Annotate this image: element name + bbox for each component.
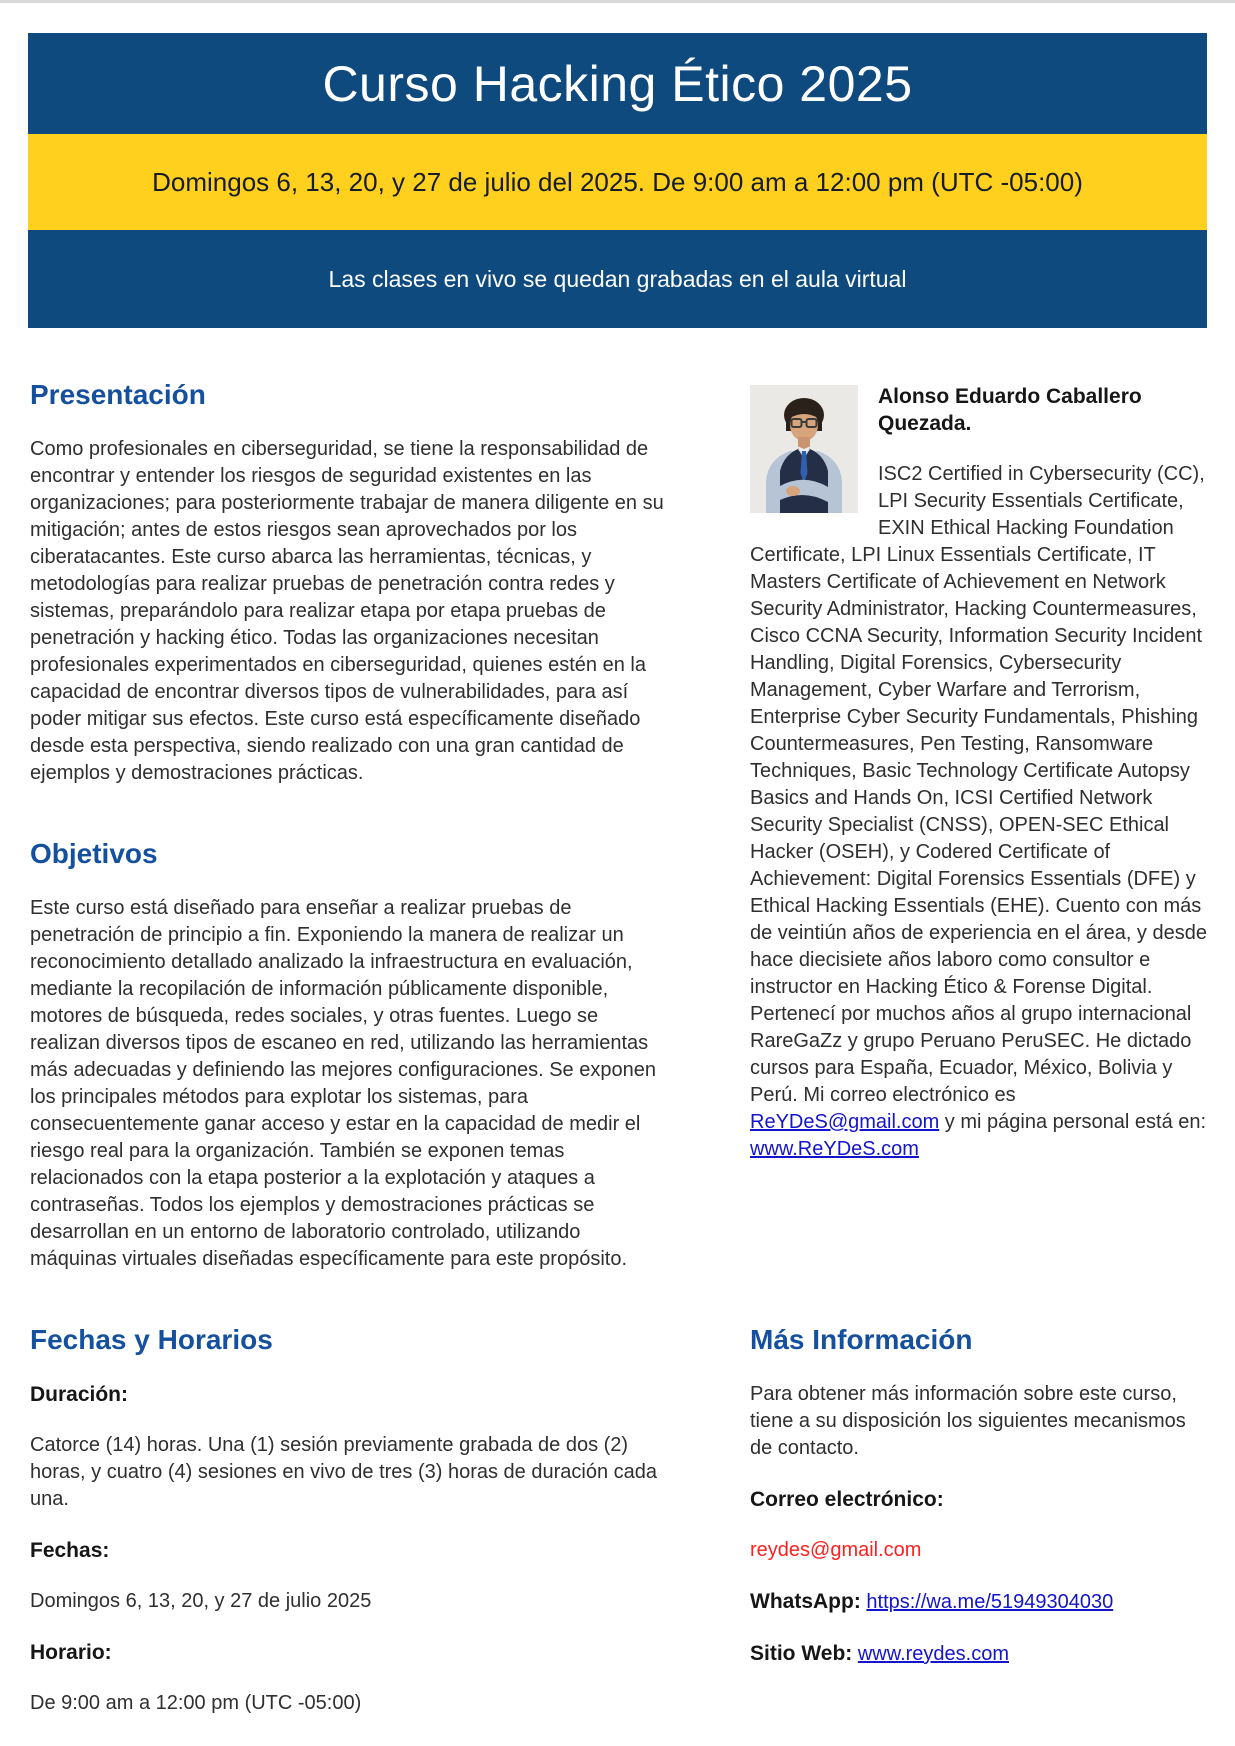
section-schedule [30, 1273, 670, 1717]
email-value: reydes@gmail.com [750, 1539, 922, 1561]
email-label: Correo electrónico: [750, 1488, 944, 1511]
dates-text: Domingos 6, 13, 20, y 27 de julio 2025 [30, 1590, 372, 1612]
presentation-heading: Presentación [30, 379, 206, 410]
more-info-heading: Más Información [750, 1324, 973, 1355]
instructor-bio [750, 461, 1208, 1163]
section-presentation [30, 328, 670, 1273]
objectives-heading: Objetivos [30, 838, 158, 869]
whatsapp-line [750, 1588, 1208, 1616]
title-banner [28, 33, 1207, 134]
bio-text-2: y mi página personal está en: [939, 1111, 1207, 1133]
schedule-banner [28, 134, 1207, 230]
whatsapp-link[interactable]: https://wa.me/51949304030 [866, 1591, 1114, 1613]
bio-website-link[interactable]: www.ReYDeS.com [750, 1138, 919, 1160]
website-label: Sitio Web: [750, 1642, 853, 1665]
recording-banner-text: Las clases en vivo se quedan grabadas en el aula virtual [328, 265, 907, 292]
section-more-info [750, 1273, 1208, 1717]
duration-label: Duración: [30, 1383, 129, 1406]
presentation-paragraph: Como profesionales en ciberseguridad, se tiene la responsabilidad de encontrar y entender los riesgos de seguridad existentes en las organizaciones; para posteriormente trabajar de manera diligente en su mitigación; antes de estos riesgos sean aprovechados por los ciberatacantes. Este curso abarca las herramientas, técnicas, y metodologías para realizar pruebas de penetración contra redes y sistemas, preparándolo para realizar etapa por etapa pruebas de penetración y hacking ético. Todas las organizaciones necesitan profesionales experimentados en ciberseguridad, quienes estén en la capacidad de encontrar diversos tipos de vulnerabilidades, para así poder mitigar sus efectos. Este curso está específicamente diseñado desde esta perspectiva, siendo realizado con una gran cantidad de ejemplos y demostraciones prácticas. [30, 438, 664, 784]
content-grid [28, 328, 1207, 1717]
recording-banner [28, 230, 1207, 328]
dates-label: Fechas: [30, 1539, 110, 1562]
instructor-name: Alonso Eduardo Caballero Quezada. [878, 385, 1142, 435]
schedule-heading: Fechas y Horarios [30, 1324, 273, 1355]
objectives-paragraph: Este curso está diseñado para enseñar a realizar pruebas de penetración de principio a fin. Exponiendo la manera de realizar un reconocimiento detallado analizado la infraestructura en evaluación, mediante la recopilación de información públicamente disponible, motores de búsqueda, redes sociales, y otras fuentes. Luego se realizan diversos tipos de escaneo en red, utilizando las herramientas más adecuadas y definiendo las mejores configuraciones. Se exponen los principales métodos para explotar los sistemas, para consecuentemente ganar acceso y estar en la capacidad de medir el riesgo real para la organización. También se exponen temas relacionados con la etapa posterior a la explotación y ataques a contraseñas. Todos los ejemplos y demostraciones prácticas se desarrollan en un entorno de laboratorio controlado, utilizando máquinas virtuales diseñadas específicamente para este propósito. [30, 897, 656, 1270]
duration-text: Catorce (14) horas. Una (1) sesión previamente grabada de dos (2) horas, y cuatro (4) sesiones en vivo de tres (3) horas de duración cada una. [30, 1434, 657, 1510]
website-link[interactable]: www.reydes.com [857, 1643, 1009, 1665]
instructor-photo [750, 385, 858, 513]
whatsapp-label: WhatsApp: [750, 1590, 861, 1613]
section-instructor [750, 383, 1208, 1273]
bio-email-link[interactable]: ReYDeS@gmail.com [750, 1111, 940, 1133]
schedule-banner-text: Domingos 6, 13, 20, y 27 de julio del 2025. De 9:00 am a 12:00 pm (UTC -05:00) [152, 166, 1083, 197]
page-title: Curso Hacking Ético 2025 [322, 55, 913, 112]
more-info-intro: Para obtener más información sobre este curso, tiene a su disposición los siguientes mecanismos de contacto. [750, 1383, 1186, 1459]
flyer-page [0, 3, 1235, 1717]
time-label: Horario: [30, 1641, 112, 1664]
website-line [750, 1640, 1208, 1668]
time-text: De 9:00 am a 12:00 pm (UTC -05:00) [30, 1692, 362, 1714]
bio-text-1: ISC2 Certified in Cybersecurity (CC), LPI Security Essentials Certificate, EXIN Ethical Hacking Foundation Certificate, LPI Linux Essentials Certificate, IT Masters Certificate of Achievement en Network Security Administrator, Hacking Countermeasures, Cisco CCNA Security, Information Security Incident Handling, Digital Forensics, Cybersecurity Management, Cyber Warfare and Terrorism, Enterprise Cyber Security Fundamentals, Phishing Countermeasures, Pen Testing, Ransomware Techniques, Basic Technology Certificate Autopsy Basics and Hands On, ICSI Certified Network Security Specialist (CNSS), OPEN-SEC Ethical Hacker (OSEH), y Codered Certificate of Achievement: Digital Forensics Essentials (DFE) y Ethical Hacking Essentials (EHE). Cuento con más de veintiún años de experiencia en el área, y desde hace diecisiete años laboro como consultor e instructor en Hacking Ético & Forense Digital. Pertenecí por muchos años al grupo internacional RareGaZz y grupo Peruano PeruSEC. He dictado cursos para España, Ecuador, México, Bolivia y Perú. Mi correo electrónico es [750, 463, 1207, 1106]
